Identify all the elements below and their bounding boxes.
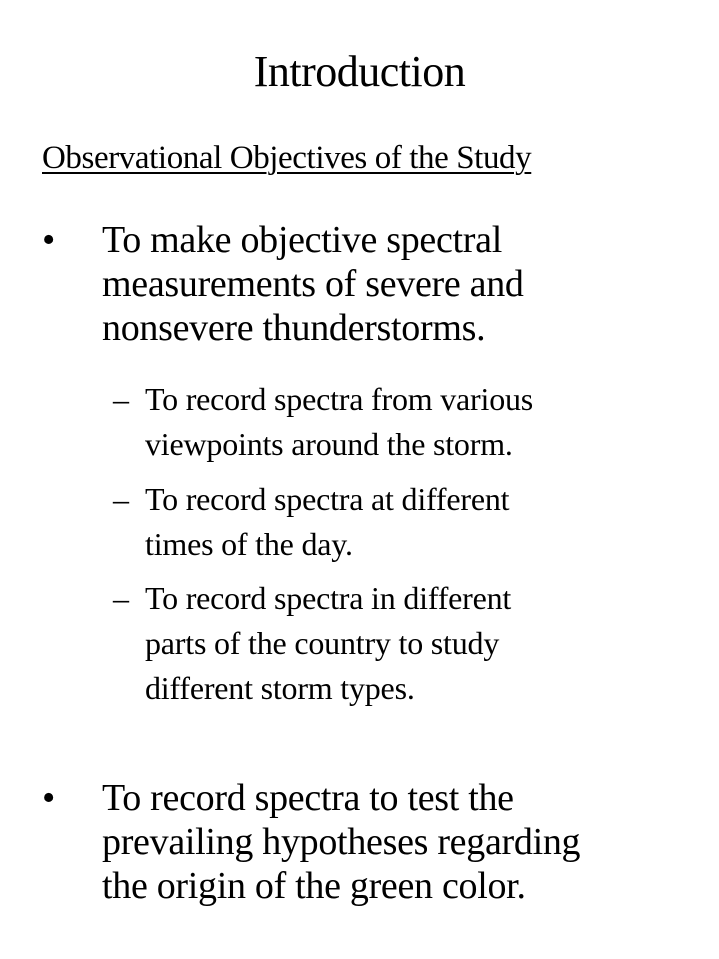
- dash-icon: –: [113, 481, 129, 517]
- sub-bullet-item: [113, 576, 633, 711]
- bullet-item: [42, 776, 682, 908]
- sub-bullet-text: To record spectra from various viewpoints around the storm.: [145, 381, 534, 462]
- sub-bullet-item: [113, 377, 633, 467]
- bullet-item: [42, 218, 682, 350]
- sub-bullet-text: To record spectra at different times of the day.: [145, 481, 510, 562]
- dash-icon: –: [113, 580, 129, 616]
- slide-title: Introduction: [253, 47, 466, 96]
- bullet-icon: •: [42, 777, 56, 819]
- dash-icon: –: [113, 381, 129, 417]
- slide-subtitle: Observational Objectives of the Study: [42, 140, 532, 176]
- sub-bullet-text: To record spectra in different parts of the country to study different storm types.: [145, 580, 512, 706]
- bullet-text: To record spectra to test the prevailing hypotheses regarding the origin of the green color.: [102, 777, 581, 907]
- sub-bullet-item: [113, 477, 633, 567]
- bullet-icon: •: [42, 219, 56, 261]
- bullet-text: To make objective spectral measurements of severe and nonsevere thunderstorms.: [102, 219, 524, 349]
